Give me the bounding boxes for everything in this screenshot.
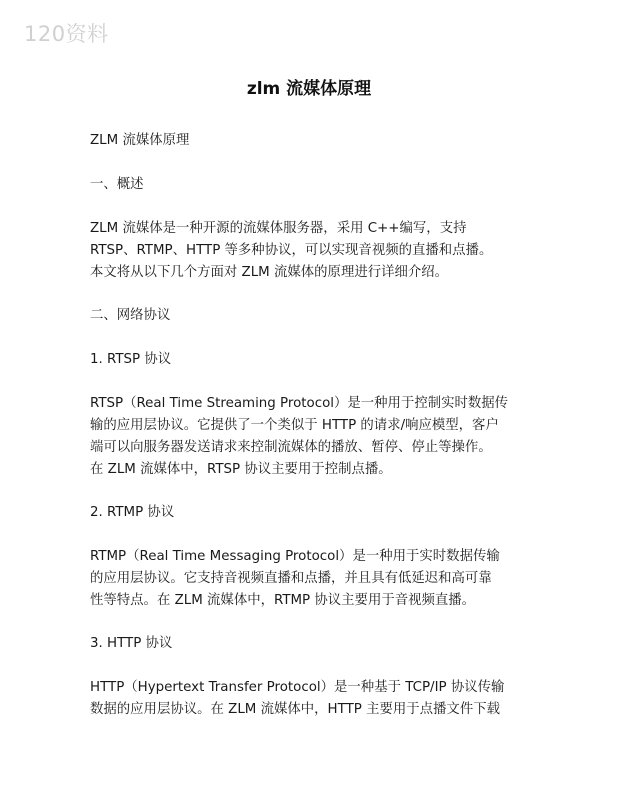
rtmp-heading: 2. RTMP 协议 xyxy=(90,505,175,520)
document-body xyxy=(90,130,530,742)
paragraph-line: HTTP（Hypertext Transfer Protocol）是一种基于 TCP/IP 协议传输 xyxy=(90,680,505,695)
paragraph-line: 端可以向服务器发送请求来控制流媒体的播放、暂停、停止等操作。 xyxy=(90,440,492,455)
paragraph-line: RTMP（Real Time Messaging Protocol）是一种用于实时数据传输 xyxy=(90,549,500,564)
paragraph-line: 性等特点。在 ZLM 流媒体中，RTMP 协议主要用于音视频直播。 xyxy=(90,593,476,608)
rtsp-heading: 1. RTSP 协议 xyxy=(90,352,172,367)
paragraph-line: 本文将从以下几个方面对 ZLM 流媒体的原理进行详细介绍。 xyxy=(90,265,449,280)
rtsp-paragraph xyxy=(90,393,530,481)
paragraph-line: 输的应用层协议。它提供了一个类似于 HTTP 的请求/响应模型，客户 xyxy=(90,418,499,433)
paragraph-line: 数据的应用层协议。在 ZLM 流媒体中，HTTP 主要用于点播文件下载 xyxy=(90,702,500,717)
document-subtitle: ZLM 流媒体原理 xyxy=(90,133,190,148)
http-paragraph xyxy=(90,677,530,721)
http-heading: 3. HTTP 协议 xyxy=(90,636,173,651)
paragraph-line: RTSP、RTMP、HTTP 等多种协议，可以实现音视频的直播和点播。 xyxy=(90,243,493,258)
paragraph-line: ZLM 流媒体是一种开源的流媒体服务器，采用 C++编写，支持 xyxy=(90,221,467,236)
section-network-heading: 二、网络协议 xyxy=(90,308,171,323)
document-title: zlm 流媒体原理 xyxy=(246,79,372,99)
section-overview-heading: 一、概述 xyxy=(90,177,144,192)
rtmp-paragraph xyxy=(90,546,530,612)
paragraph-line: 的应用层协议。它支持音视频直播和点播，并且具有低延迟和高可靠 xyxy=(90,571,492,586)
watermark: 120资料 xyxy=(24,22,109,46)
paragraph-line: 在 ZLM 流媒体中，RTSP 协议主要用于控制点播。 xyxy=(90,462,392,477)
overview-paragraph xyxy=(90,218,530,284)
paragraph-line: RTSP（Real Time Streaming Protocol）是一种用于控制实时数据传 xyxy=(90,396,509,411)
